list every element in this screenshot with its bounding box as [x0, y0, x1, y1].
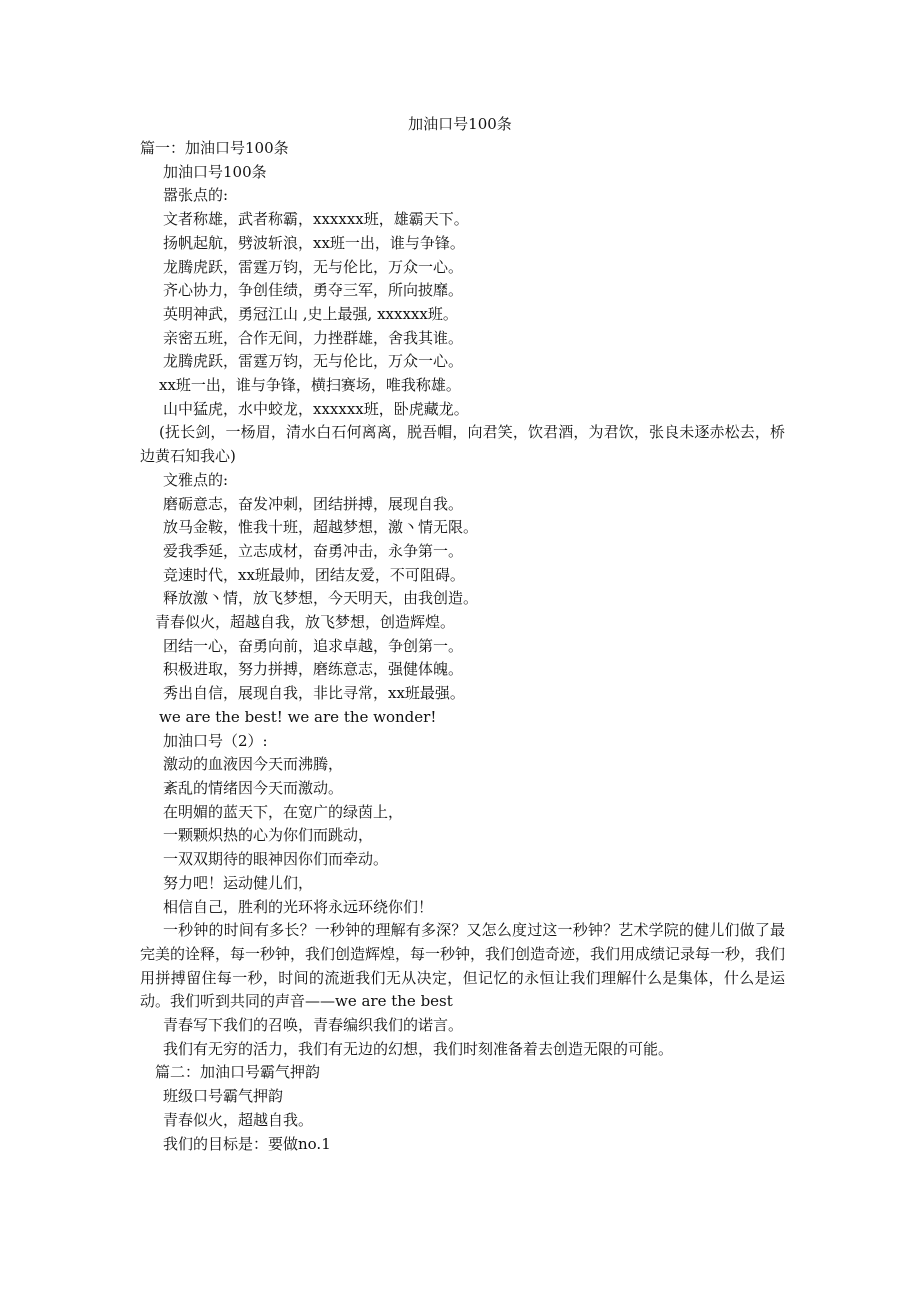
slogan-line: 积极进取，努力拼搏，磨练意志，强健体魄。	[163, 660, 464, 679]
section-heading-2: 篇二：加油口号霸气押韵	[155, 1063, 321, 1082]
slogan-line: 释放激丶情，放飞梦想，今天明天，由我创造。	[163, 589, 479, 608]
verse-line: 一双双期待的眼神因你们而牵动。	[163, 850, 389, 869]
verse-line: 激动的血液因今天而沸腾，	[163, 755, 344, 774]
subheading: 加油口号100条	[163, 162, 267, 181]
slogan-line: 青春似火，超越自我。	[163, 1110, 314, 1129]
slogan-line: 磨砺意志，奋发冲刺，团结拼搏，展现自我。	[163, 494, 464, 513]
slogan-line: 青春似火，超越自我，放飞梦想，创造辉煌。	[155, 613, 456, 632]
document-body	[140, 137, 785, 1156]
section-heading-1: 篇一：加油口号100条	[140, 139, 289, 157]
verse-line: 一颗颗炽热的心为你们而跳动，	[163, 826, 374, 845]
verse-line: 努力吧！运动健儿们，	[163, 873, 314, 892]
slogan-line: 齐心协力，争创佳绩，勇夺三军，所向披靡。	[163, 281, 464, 300]
verse-line: 我们有无穷的活力，我们有无边的幻想，我们时刻准备着去创造无限的可能。	[163, 1039, 674, 1058]
verse-line: 紊乱的情绪因今天而激动。	[163, 778, 344, 797]
slogan-line: xx班一出，谁与争锋，横扫赛场，唯我称雄。	[159, 376, 461, 395]
english-slogan: we are the best! we are the wonder!	[159, 707, 437, 726]
verse-line: 青春写下我们的召唤，青春编织我们的诺言。	[163, 1016, 464, 1035]
slogan-line: 亲密五班，合作无间，力挫群雄，舍我其谁。	[163, 328, 464, 347]
slogan-line: 英明神武，勇冠江山 ,史上最强, xxxxxx班。	[163, 304, 458, 323]
poem-paragraph: (抚长剑，一杨眉，清水白石何离离，脱吾帽，向君笑，饮君酒，为君饮，张良未逐赤松去，桥边黄石知我心)	[140, 423, 785, 466]
slogan-line: 文者称雄，武者称霸，xxxxxx班，雄霸天下。	[163, 210, 469, 229]
category-label: 加油口号（2）:	[163, 731, 268, 750]
slogan-line: 放马金鞍，惟我十班，超越梦想，激丶情无限。	[163, 518, 479, 537]
slogan-line: 竞速时代，xx班最帅，团结友爱，不可阻碍。	[163, 565, 465, 584]
subheading: 班级口号霸气押韵	[163, 1087, 284, 1106]
slogan-line: 山中猛虎，水中蛟龙，xxxxxx班，卧虎藏龙。	[163, 399, 469, 418]
slogan-line: 秀出自信，展现自我，非比寻常，xx班最强。	[163, 684, 465, 703]
slogan-line: 团结一心，奋勇向前，追求卓越，争创第一。	[163, 636, 464, 655]
verse-line: 相信自己，胜利的光环将永远环绕你们！	[163, 897, 434, 916]
slogan-line: 扬帆起航，劈波斩浪，xx班一出，谁与争锋。	[163, 233, 465, 252]
slogan-line: 我们的目标是：要做no.1	[163, 1134, 331, 1153]
prose-paragraph: 一秒钟的时间有多长？一秒钟的理解有多深？又怎么度过这一秒钟？艺术学院的健儿们做了最完美的诠释，每一秒钟，我们创造辉煌，每一秒钟，我们创造奇迹，我们用成绩记录每一秒，我们用拼搏留住每一秒，时间的流逝我们无从决定，但记忆的永恒让我们理解什么是集体，什么是运动。我们听到共同的声音——we are the best	[140, 921, 786, 1011]
verse-line: 在明媚的蓝天下，在宽广的绿茵上，	[163, 802, 404, 821]
slogan-line: 龙腾虎跃，雷霆万钧，无与伦比，万众一心。	[163, 352, 464, 371]
category-label: 文雅点的:	[163, 470, 229, 489]
document-title: 加油口号100条	[408, 115, 512, 133]
slogan-line: 爱我季延，立志成材，奋勇冲击，永争第一。	[163, 541, 464, 560]
slogan-line: 龙腾虎跃，雷霆万钧，无与伦比，万众一心。	[163, 257, 464, 276]
category-label: 嚣张点的:	[163, 186, 229, 205]
